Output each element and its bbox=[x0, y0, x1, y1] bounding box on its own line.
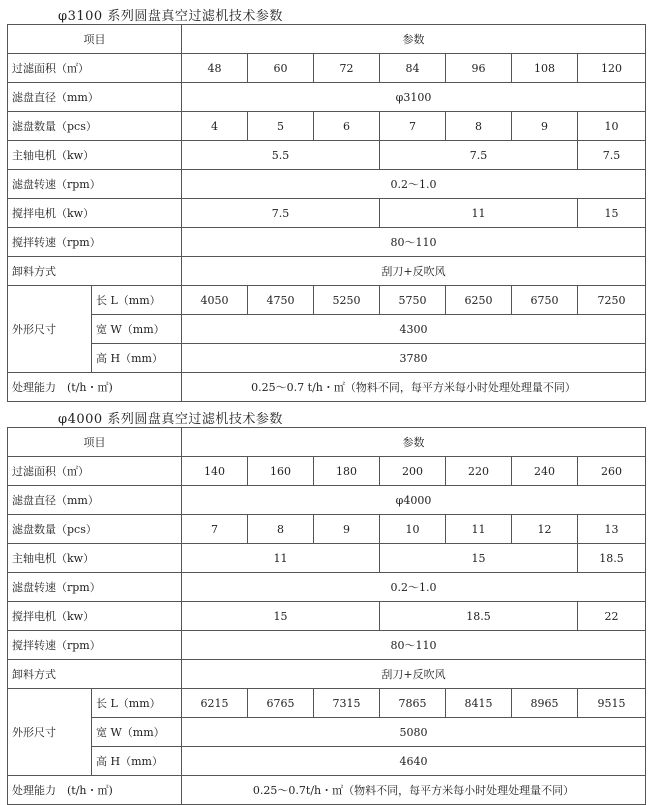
row-label: 滤盘转速（rpm） bbox=[8, 170, 182, 199]
discharge-row bbox=[8, 660, 646, 689]
cell: 80～110 bbox=[182, 631, 646, 660]
cell: 108 bbox=[512, 54, 578, 83]
dimensions-label: 外形尺寸 bbox=[8, 689, 92, 776]
row-label: 滤盘直径（mm） bbox=[8, 83, 182, 112]
cell: 0.25～0.7t/h・㎡（物料不同，每平方米每小时处理处理量不同） bbox=[182, 776, 646, 805]
cell: 18.5 bbox=[578, 544, 646, 573]
capacity-row bbox=[8, 373, 646, 402]
table-title: φ4000 系列圆盘真空过滤机技术参数 bbox=[58, 412, 283, 427]
sub-label: 长 L（mm） bbox=[92, 689, 182, 718]
cell: 120 bbox=[578, 54, 646, 83]
dimensions-length-row bbox=[8, 286, 646, 315]
cell: 48 bbox=[182, 54, 248, 83]
stir-speed-row bbox=[8, 228, 646, 257]
cell: φ4000 bbox=[182, 486, 646, 515]
row-label: 处理能力 (t/h・㎡) bbox=[8, 776, 182, 805]
cell: 5 bbox=[248, 112, 314, 141]
row-label: 卸料方式 bbox=[8, 257, 182, 286]
cell: 260 bbox=[578, 457, 646, 486]
spec-table-4000 bbox=[7, 427, 646, 805]
capacity-row bbox=[8, 776, 646, 805]
cell: 84 bbox=[380, 54, 446, 83]
filter-area-row bbox=[8, 457, 646, 486]
stir-motor-row bbox=[8, 602, 646, 631]
cell: 3780 bbox=[182, 344, 646, 373]
row-label: 滤盘数量（pcs） bbox=[8, 112, 182, 141]
cell: 9 bbox=[512, 112, 578, 141]
sub-label: 宽 W（mm） bbox=[92, 315, 182, 344]
header-row bbox=[8, 25, 646, 54]
cell: 5250 bbox=[314, 286, 380, 315]
cell: 6215 bbox=[182, 689, 248, 718]
cell: 6765 bbox=[248, 689, 314, 718]
cell: 7315 bbox=[314, 689, 380, 718]
row-label: 搅拌转速（rpm） bbox=[8, 631, 182, 660]
cell: 0.25～0.7 t/h・㎡（物料不同，每平方米每小时处理处理量不同） bbox=[182, 373, 646, 402]
cell: φ3100 bbox=[182, 83, 646, 112]
cell: 180 bbox=[314, 457, 380, 486]
row-label: 主轴电机（kw） bbox=[8, 544, 182, 573]
cell: 8 bbox=[446, 112, 512, 141]
cell: 5.5 bbox=[182, 141, 380, 170]
cell: 刮刀+反吹风 bbox=[182, 257, 646, 286]
cell: 7 bbox=[182, 515, 248, 544]
table-title: φ3100 系列圆盘真空过滤机技术参数 bbox=[58, 9, 283, 24]
sub-label: 高 H（mm） bbox=[92, 344, 182, 373]
cell: 15 bbox=[578, 199, 646, 228]
cell: 8965 bbox=[512, 689, 578, 718]
cell: 0.2～1.0 bbox=[182, 170, 646, 199]
row-label: 搅拌电机（kw） bbox=[8, 602, 182, 631]
row-label: 搅拌转速（rpm） bbox=[8, 228, 182, 257]
cell: 7.5 bbox=[182, 199, 380, 228]
cell: 96 bbox=[446, 54, 512, 83]
cell: 4 bbox=[182, 112, 248, 141]
cell: 220 bbox=[446, 457, 512, 486]
cell: 10 bbox=[380, 515, 446, 544]
disc-diameter-row bbox=[8, 83, 646, 112]
cell: 4750 bbox=[248, 286, 314, 315]
row-label: 过滤面积（㎡） bbox=[8, 54, 182, 83]
stir-speed-row bbox=[8, 631, 646, 660]
cell: 刮刀+反吹风 bbox=[182, 660, 646, 689]
row-label: 滤盘数量（pcs） bbox=[8, 515, 182, 544]
dimensions-height-row bbox=[8, 747, 646, 776]
sub-label: 高 H（mm） bbox=[92, 747, 182, 776]
cell: 7250 bbox=[578, 286, 646, 315]
row-label: 搅拌电机（kw） bbox=[8, 199, 182, 228]
cell: 13 bbox=[578, 515, 646, 544]
cell: 160 bbox=[248, 457, 314, 486]
cell: 15 bbox=[182, 602, 380, 631]
cell: 7.5 bbox=[380, 141, 578, 170]
header-item: 项目 bbox=[8, 428, 182, 457]
disc-speed-row bbox=[8, 573, 646, 602]
main-motor-row bbox=[8, 544, 646, 573]
disc-speed-row bbox=[8, 170, 646, 199]
dimensions-height-row bbox=[8, 344, 646, 373]
row-label: 卸料方式 bbox=[8, 660, 182, 689]
header-row bbox=[8, 428, 646, 457]
sub-label: 长 L（mm） bbox=[92, 286, 182, 315]
cell: 15 bbox=[380, 544, 578, 573]
cell: 8 bbox=[248, 515, 314, 544]
header-params: 参数 bbox=[182, 25, 646, 54]
disc-diameter-row bbox=[8, 486, 646, 515]
cell: 6250 bbox=[446, 286, 512, 315]
cell: 7865 bbox=[380, 689, 446, 718]
cell: 72 bbox=[314, 54, 380, 83]
header-params: 参数 bbox=[182, 428, 646, 457]
main-motor-row bbox=[8, 141, 646, 170]
row-label: 过滤面积（㎡） bbox=[8, 457, 182, 486]
header-item: 项目 bbox=[8, 25, 182, 54]
row-label: 处理能力 (t/h・㎡) bbox=[8, 373, 182, 402]
row-label: 滤盘转速（rpm） bbox=[8, 573, 182, 602]
cell: 11 bbox=[446, 515, 512, 544]
cell: 5080 bbox=[182, 718, 646, 747]
cell: 240 bbox=[512, 457, 578, 486]
cell: 22 bbox=[578, 602, 646, 631]
cell: 11 bbox=[182, 544, 380, 573]
disc-count-row bbox=[8, 112, 646, 141]
disc-count-row bbox=[8, 515, 646, 544]
dimensions-width-row bbox=[8, 315, 646, 344]
cell: 12 bbox=[512, 515, 578, 544]
cell: 9 bbox=[314, 515, 380, 544]
discharge-row bbox=[8, 257, 646, 286]
cell: 7 bbox=[380, 112, 446, 141]
cell: 11 bbox=[380, 199, 578, 228]
spec-table-3100 bbox=[7, 24, 646, 402]
cell: 6750 bbox=[512, 286, 578, 315]
cell: 7.5 bbox=[578, 141, 646, 170]
sub-label: 宽 W（mm） bbox=[92, 718, 182, 747]
cell: 18.5 bbox=[380, 602, 578, 631]
cell: 4640 bbox=[182, 747, 646, 776]
cell: 10 bbox=[578, 112, 646, 141]
stir-motor-row bbox=[8, 199, 646, 228]
cell: 8415 bbox=[446, 689, 512, 718]
cell: 140 bbox=[182, 457, 248, 486]
filter-area-row bbox=[8, 54, 646, 83]
cell: 60 bbox=[248, 54, 314, 83]
cell: 80～110 bbox=[182, 228, 646, 257]
cell: 0.2～1.0 bbox=[182, 573, 646, 602]
dimensions-label: 外形尺寸 bbox=[8, 286, 92, 373]
dimensions-width-row bbox=[8, 718, 646, 747]
row-label: 主轴电机（kw） bbox=[8, 141, 182, 170]
cell: 4300 bbox=[182, 315, 646, 344]
cell: 6 bbox=[314, 112, 380, 141]
cell: 5750 bbox=[380, 286, 446, 315]
cell: 200 bbox=[380, 457, 446, 486]
dimensions-length-row bbox=[8, 689, 646, 718]
row-label: 滤盘直径（mm） bbox=[8, 486, 182, 515]
cell: 4050 bbox=[182, 286, 248, 315]
cell: 9515 bbox=[578, 689, 646, 718]
